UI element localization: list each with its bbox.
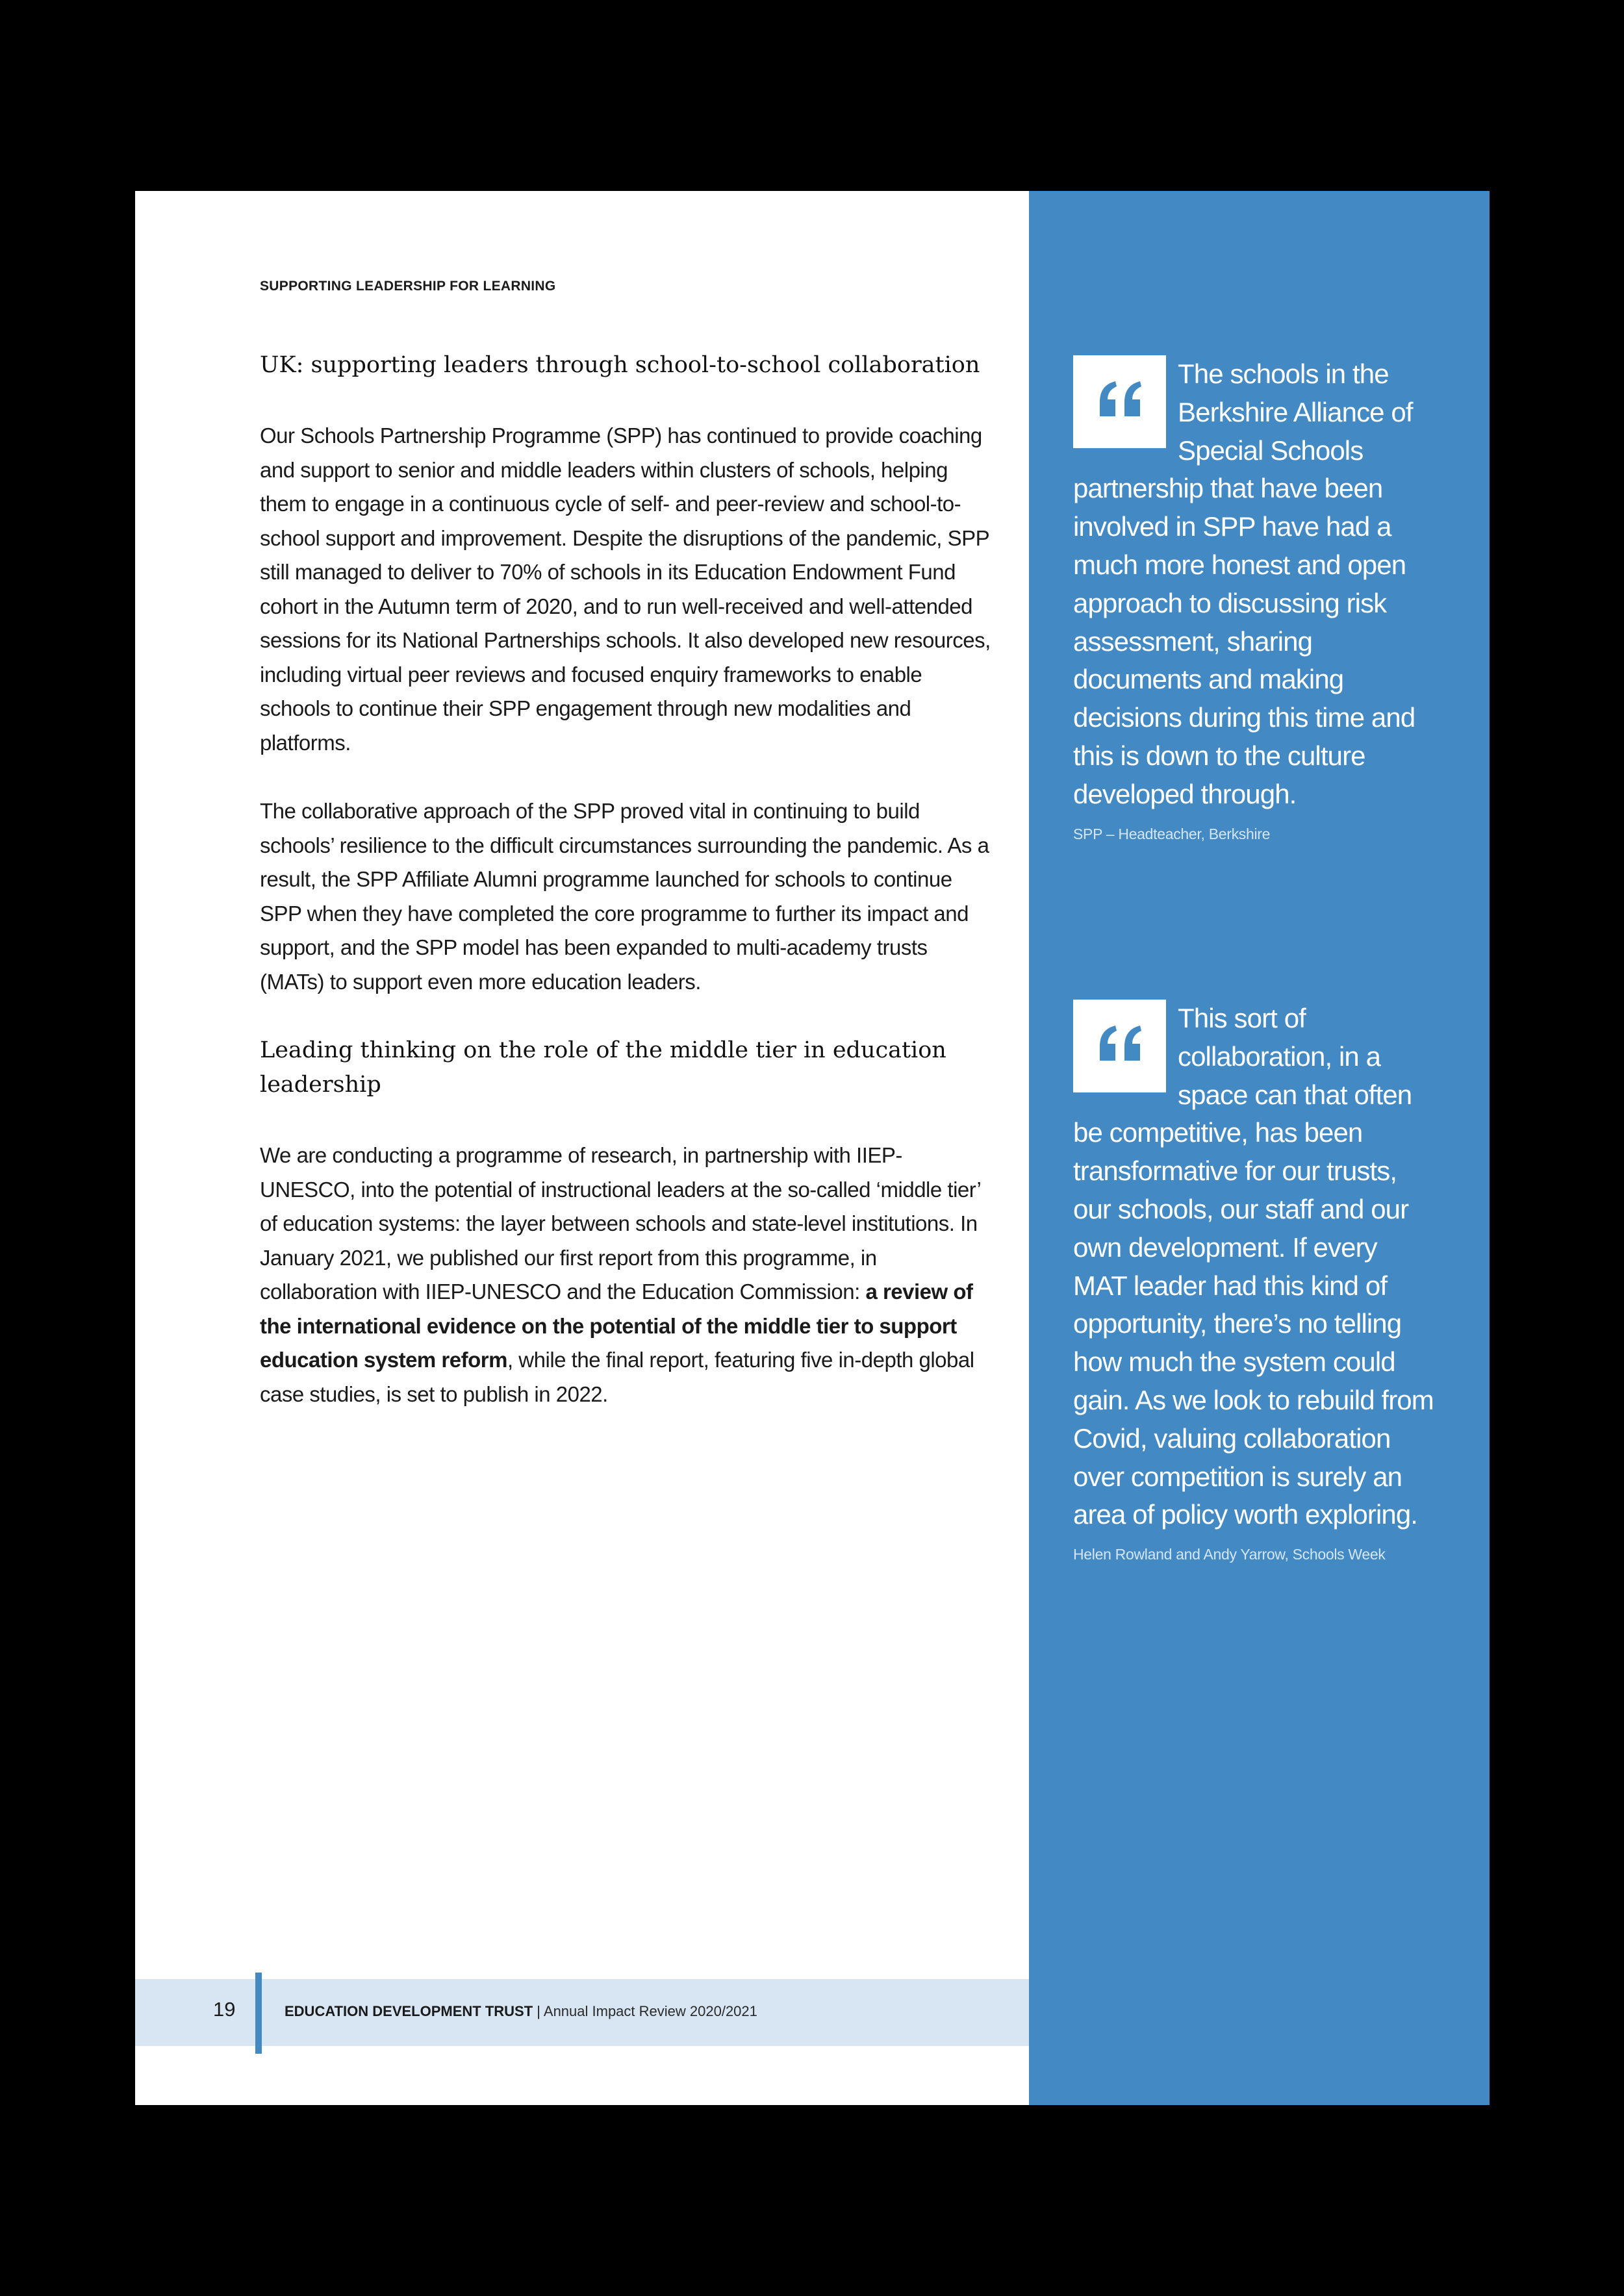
quote-mark-icon bbox=[1073, 355, 1166, 448]
footer-organisation: EDUCATION DEVELOPMENT TRUST bbox=[285, 2003, 533, 2019]
footer-separator: | bbox=[533, 2003, 544, 2019]
quote-sidebar bbox=[1029, 191, 1490, 2105]
main-column bbox=[135, 191, 1029, 2105]
footer-report-title: Annual Impact Review 2020/2021 bbox=[543, 2003, 757, 2019]
paragraph-spp-overview: Our Schools Partnership Programme (SPP) has continued to provide coaching and support to senior and middle leaders within clusters of schools, helping them to engage in a continuous cycle of self- and peer-review and school-to-school support and improvement. Despite the disruptions of the pandemic, SPP still managed to deliver to 70% of schools in its Education Endowment Fund cohort in the Autumn term of 2020, and to run well-received and well-attended sessions for its National Partnerships schools. It also developed new resources, including virtual peer reviews and focused enquiry frameworks to enable schools to continue their SPP engagement through new modalities and platforms. bbox=[260, 423, 991, 755]
quote-block bbox=[1073, 355, 1437, 843]
paragraph-research-programme bbox=[260, 1139, 994, 1411]
paragraph-collaborative-approach: The collaborative approach of the SPP proved vital in continuing to build schools’ resilience to the difficult circumstances surrounding the pandemic. As a result, the SPP Affiliate Alumni programme launched for schools to continue SPP when they have completed the core programme to further its impact and support, and the SPP model has been expanded to multi-academy trusts (MATs) to support even more education leaders. bbox=[260, 799, 989, 994]
paragraph-research-start: We are conducting a programme of research, in partnership with IIEP-UNESCO, into the potential of instructional leaders at the so-called ‘middle tier’ of education systems: the layer between schools and state-level institutions. In January 2021, we published our first report from this programme, in collaboration with IIEP-UNESCO and the Education Commission: bbox=[260, 1143, 981, 1304]
section-label: SUPPORTING LEADERSHIP FOR LEARNING bbox=[260, 279, 556, 294]
page-number: 19 bbox=[213, 1998, 236, 2021]
article-body bbox=[260, 348, 994, 1411]
heading-middle-tier: Leading thinking on the role of the middle tier in education leadership bbox=[260, 1037, 946, 1098]
quote-mark-icon bbox=[1073, 1000, 1166, 1092]
heading-uk-supporting-leaders: UK: supporting leaders through school-to-school collaboration bbox=[260, 352, 980, 378]
paragraph-research-end: , while the final report, featuring five in-depth global case studies, is set to publish in 2022. bbox=[260, 1348, 974, 1406]
quote-text: The schools in the Berkshire Alliance of Special Schools partnership that have been involved in SPP have had a much more honest and open approach to discussing risk assessment, sharing documents and making decisions during this time and this is down to the culture developed through. bbox=[1073, 359, 1415, 809]
quote-text: This sort of collaboration, in a space can that often be competitive, has been transformative for our trusts, our schools, our staff and our own development. If every MAT leader had this kind of opportunity, there’s no telling how much the system could gain. As we look to rebuild from Covid, valuing collaboration over competition is surely an area of policy worth exploring. bbox=[1073, 1003, 1434, 1530]
footer-accent-bar bbox=[255, 1973, 262, 2054]
report-link-text: a review of the international evidence on the potential of the middle tier to support education system reform bbox=[260, 1280, 973, 1372]
quote-attribution: Helen Rowland and Andy Yarrow, Schools Week bbox=[1073, 1546, 1386, 1563]
quote-attribution: SPP – Headteacher, Berkshire bbox=[1073, 825, 1271, 842]
footer-text bbox=[285, 2003, 757, 2020]
quote-block bbox=[1073, 1000, 1437, 1563]
page bbox=[135, 191, 1490, 2105]
